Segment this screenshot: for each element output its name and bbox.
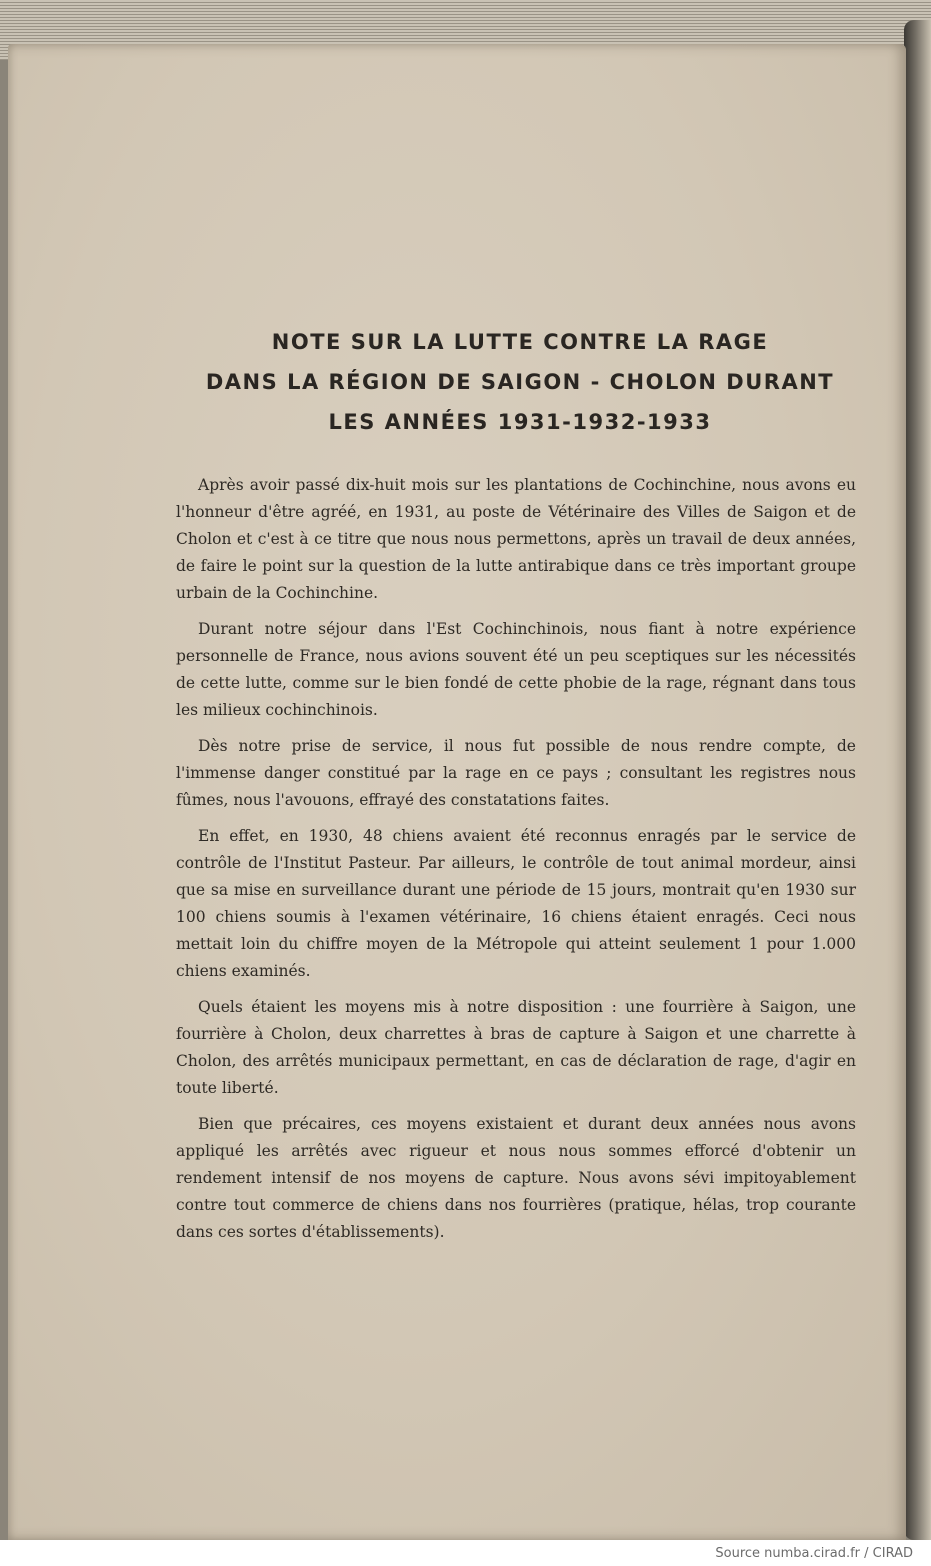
paragraph-5: Quels étaient les moyens mis à notre disposition : une fourrière à Saigon, une fourrière à Cholon, deux charrettes à bras de capture à Saigon et une charrette à Cholon, des arrêtés municipaux permettant, en cas de déclaration de rage, d'agir en toute liberté. [176, 998, 856, 1097]
title-line-3: LES ANNÉES 1931-1932-1933 [328, 410, 712, 434]
title-line-2: DANS LA RÉGION DE SAIGON - CHOLON DURANT [205, 370, 835, 394]
document-body [176, 472, 856, 1255]
source-credit: Source numba.cirad.fr / CIRAD [715, 1546, 913, 1561]
paragraph-3: Dès notre prise de service, il nous fut possible de nous rendre compte, de l'immense danger constitué par la rage en ce pays ; consultant les registres nous fûmes, nous l'avouons, effrayé des constatations faites. [176, 737, 856, 809]
paragraph-2: Durant notre séjour dans l'Est Cochinchinois, nous fiant à notre expérience personnelle de France, nous avions souvent été un peu sceptiques sur les nécessités de cette lutte, comme sur le bien fondé de cette phobie de la rage, régnant dans tous les milieux cochinchinois. [176, 620, 856, 719]
facing-page-edge [904, 20, 931, 1540]
title-line-1: NOTE SUR LA LUTTE CONTRE LA RAGE [271, 330, 769, 354]
paragraph-6: Bien que précaires, ces moyens existaient et durant deux années nous avons appliqué les arrêtés avec rigueur et nous nous sommes efforcé d'obtenir un rendement intensif de nos moyens de capture. Nous avons sévi impitoyablement contre tout commerce de chiens dans nos fourrières (pratique, hélas, trop courante dans ces sortes d'établissements). [176, 1115, 856, 1241]
paragraph-4: En effet, en 1930, 48 chiens avaient été reconnus enragés par le service de contrôle de l'Institut Pasteur. Par ailleurs, le contrôle de tout animal mordeur, ainsi que sa mise en surveillance durant une période de 15 jours, montrait qu'en 1930 sur 100 chiens soumis à l'examen vétérinaire, 16 chiens étaient enragés. Ceci nous mettait loin du chiffre moyen de la Métropole qui atteint seulement 1 pour 1.000 chiens examinés. [176, 827, 856, 980]
paragraph-1: Après avoir passé dix-huit mois sur les plantations de Cochinchine, nous avons eu l'honneur d'être agréé, en 1931, au poste de Vétérinaire des Villes de Saigon et de Cholon et c'est à ce titre que nous nous permettons, après un travail de deux années, de faire le point sur la question de la lutte antirabique dans ce très important groupe urbain de la Cochinchine. [176, 476, 856, 602]
document-title [170, 322, 870, 442]
